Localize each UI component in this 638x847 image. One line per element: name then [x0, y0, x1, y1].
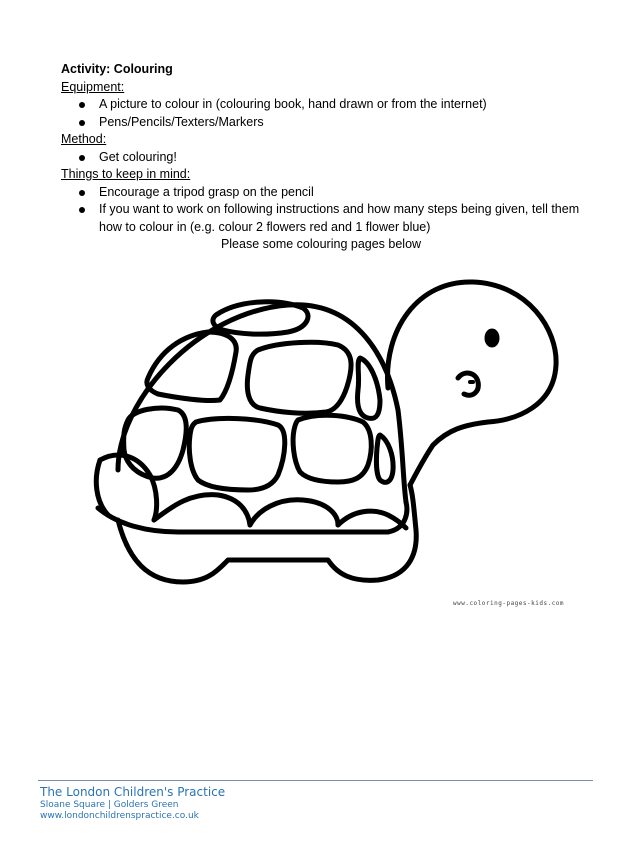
activity-title: Activity: Colouring — [61, 62, 173, 76]
list-item: If you want to work on following instructions and how many steps being given, tell them how to colour in (e.g. colour 2 flowers red and 1 flower blue) — [61, 201, 581, 236]
keep-in-mind-label: Things to keep in mind: — [61, 167, 191, 181]
list-item: Pens/Pencils/Texters/Markers — [61, 114, 581, 132]
image-credit: www.coloring-pages-kids.com — [453, 600, 565, 607]
equipment-label: Equipment: — [61, 79, 125, 94]
list-item: Get colouring! — [61, 149, 581, 167]
footer-org-name: The London Children's Practice — [40, 785, 226, 799]
list-item: Encourage a tripod grasp on the pencil — [61, 184, 581, 202]
footer-website: www.londonchildrenspractice.co.uk — [40, 811, 199, 821]
equipment-list — [61, 96, 581, 131]
method-label: Method: — [61, 132, 107, 146]
list-item: A picture to colour in (colouring book, hand drawn or from the internet) — [61, 96, 581, 114]
activity-sheet — [61, 61, 581, 254]
colouring-note: Please some colouring pages below — [220, 237, 422, 251]
footer-divider — [38, 780, 593, 781]
method-list — [61, 149, 581, 167]
turtle-colouring-image — [88, 270, 568, 620]
footer — [40, 785, 225, 822]
footer-locations: Sloane Square | Golders Green — [40, 800, 179, 810]
keep-in-mind-list — [61, 184, 581, 237]
